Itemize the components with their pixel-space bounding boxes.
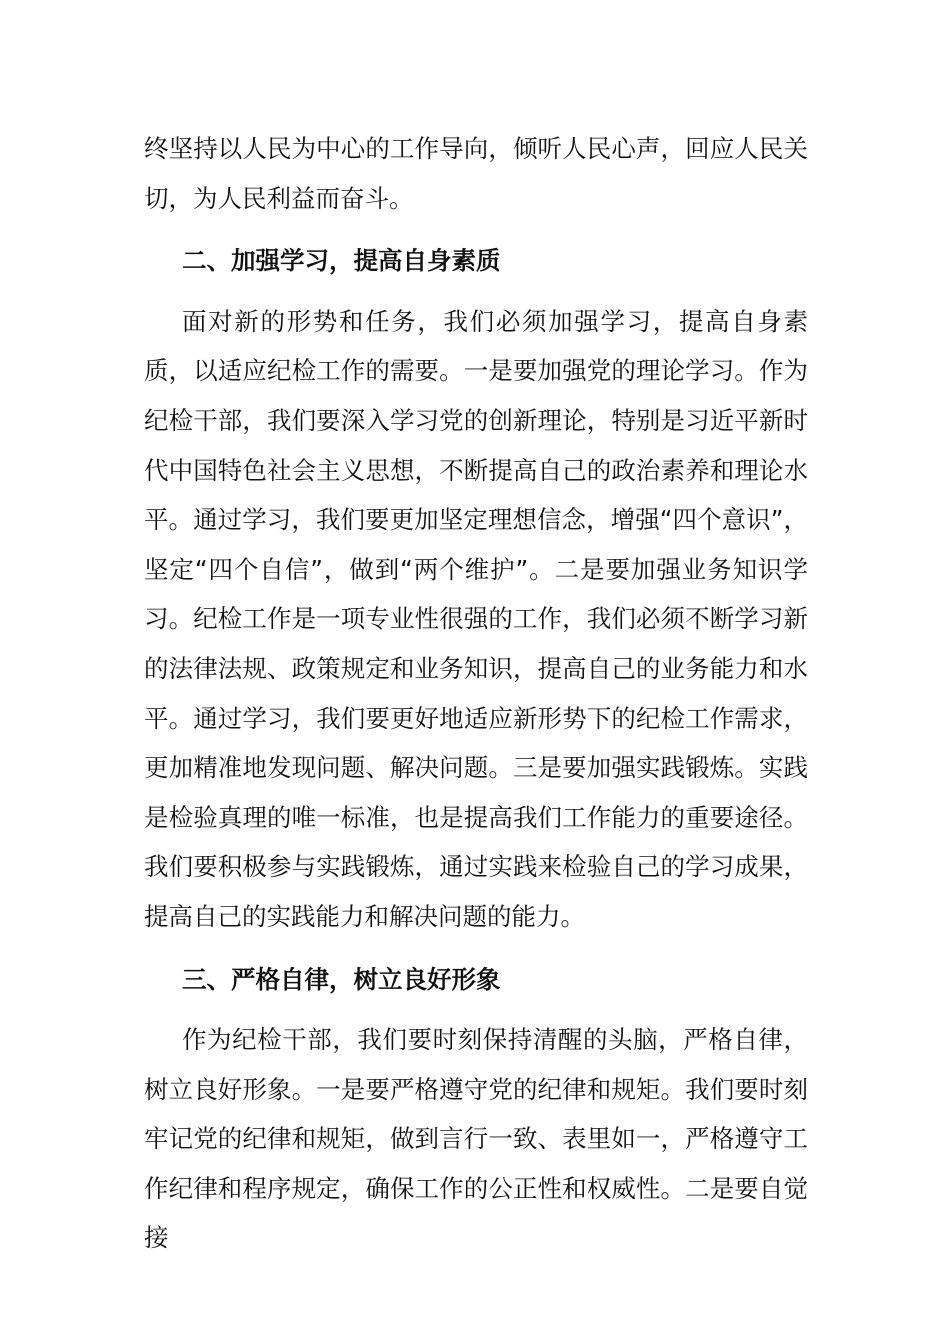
- section-heading-3: 三、严格自律，树立良好形象: [182, 964, 501, 994]
- section-heading-2: 二、加强学习，提高自身素质: [182, 246, 501, 276]
- document-body: [144, 124, 808, 1263]
- paragraph-self-discipline: 作为纪检干部，我们要时刻保持清醒的头脑，严格自律，树立良好形象。一是要严格遵守党的纪律和规矩。我们要时刻牢记党的纪律和规矩，做到言行一致、表里如一，严格遵守工作纪律和程序规定，确保工作的公正性和权威性。二是要自觉接: [144, 1025, 808, 1253]
- paragraph-study: 面对新的形势和任务，我们必须加强学习，提高自身素质，以适应纪检工作的需要。一是要加强党的理论学习。作为纪检干部，我们要深入学习党的创新理论，特别是习近平新时代中国特色社会主义思想，不断提高自己的政治素养和理论水平。通过学习，我们要更加坚定理想信念，增强“四个意识”，坚定“四个自信”，做到“两个维护”。二是要加强业务知识学习。纪检工作是一项专业性很强的工作，我们必须不断学习新的法律法规、政策规定和业务知识，提高自己的业务能力和水平。通过学习，我们要更好地适应新形势下的纪检工作需求，更加精准地发现问题、解决问题。三是要加强实践锻炼。实践是检验真理的唯一标准，也是提高我们工作能力的重要途径。我们要积极参与实践锻炼，通过实践来检验自己的学习成果，提高自己的实践能力和解决问题的能力。: [144, 306, 808, 931]
- paragraph-continuation: 终坚持以人民为中心的工作导向，倾听人民心声，回应人民关切，为人民利益而奋斗。: [144, 134, 808, 213]
